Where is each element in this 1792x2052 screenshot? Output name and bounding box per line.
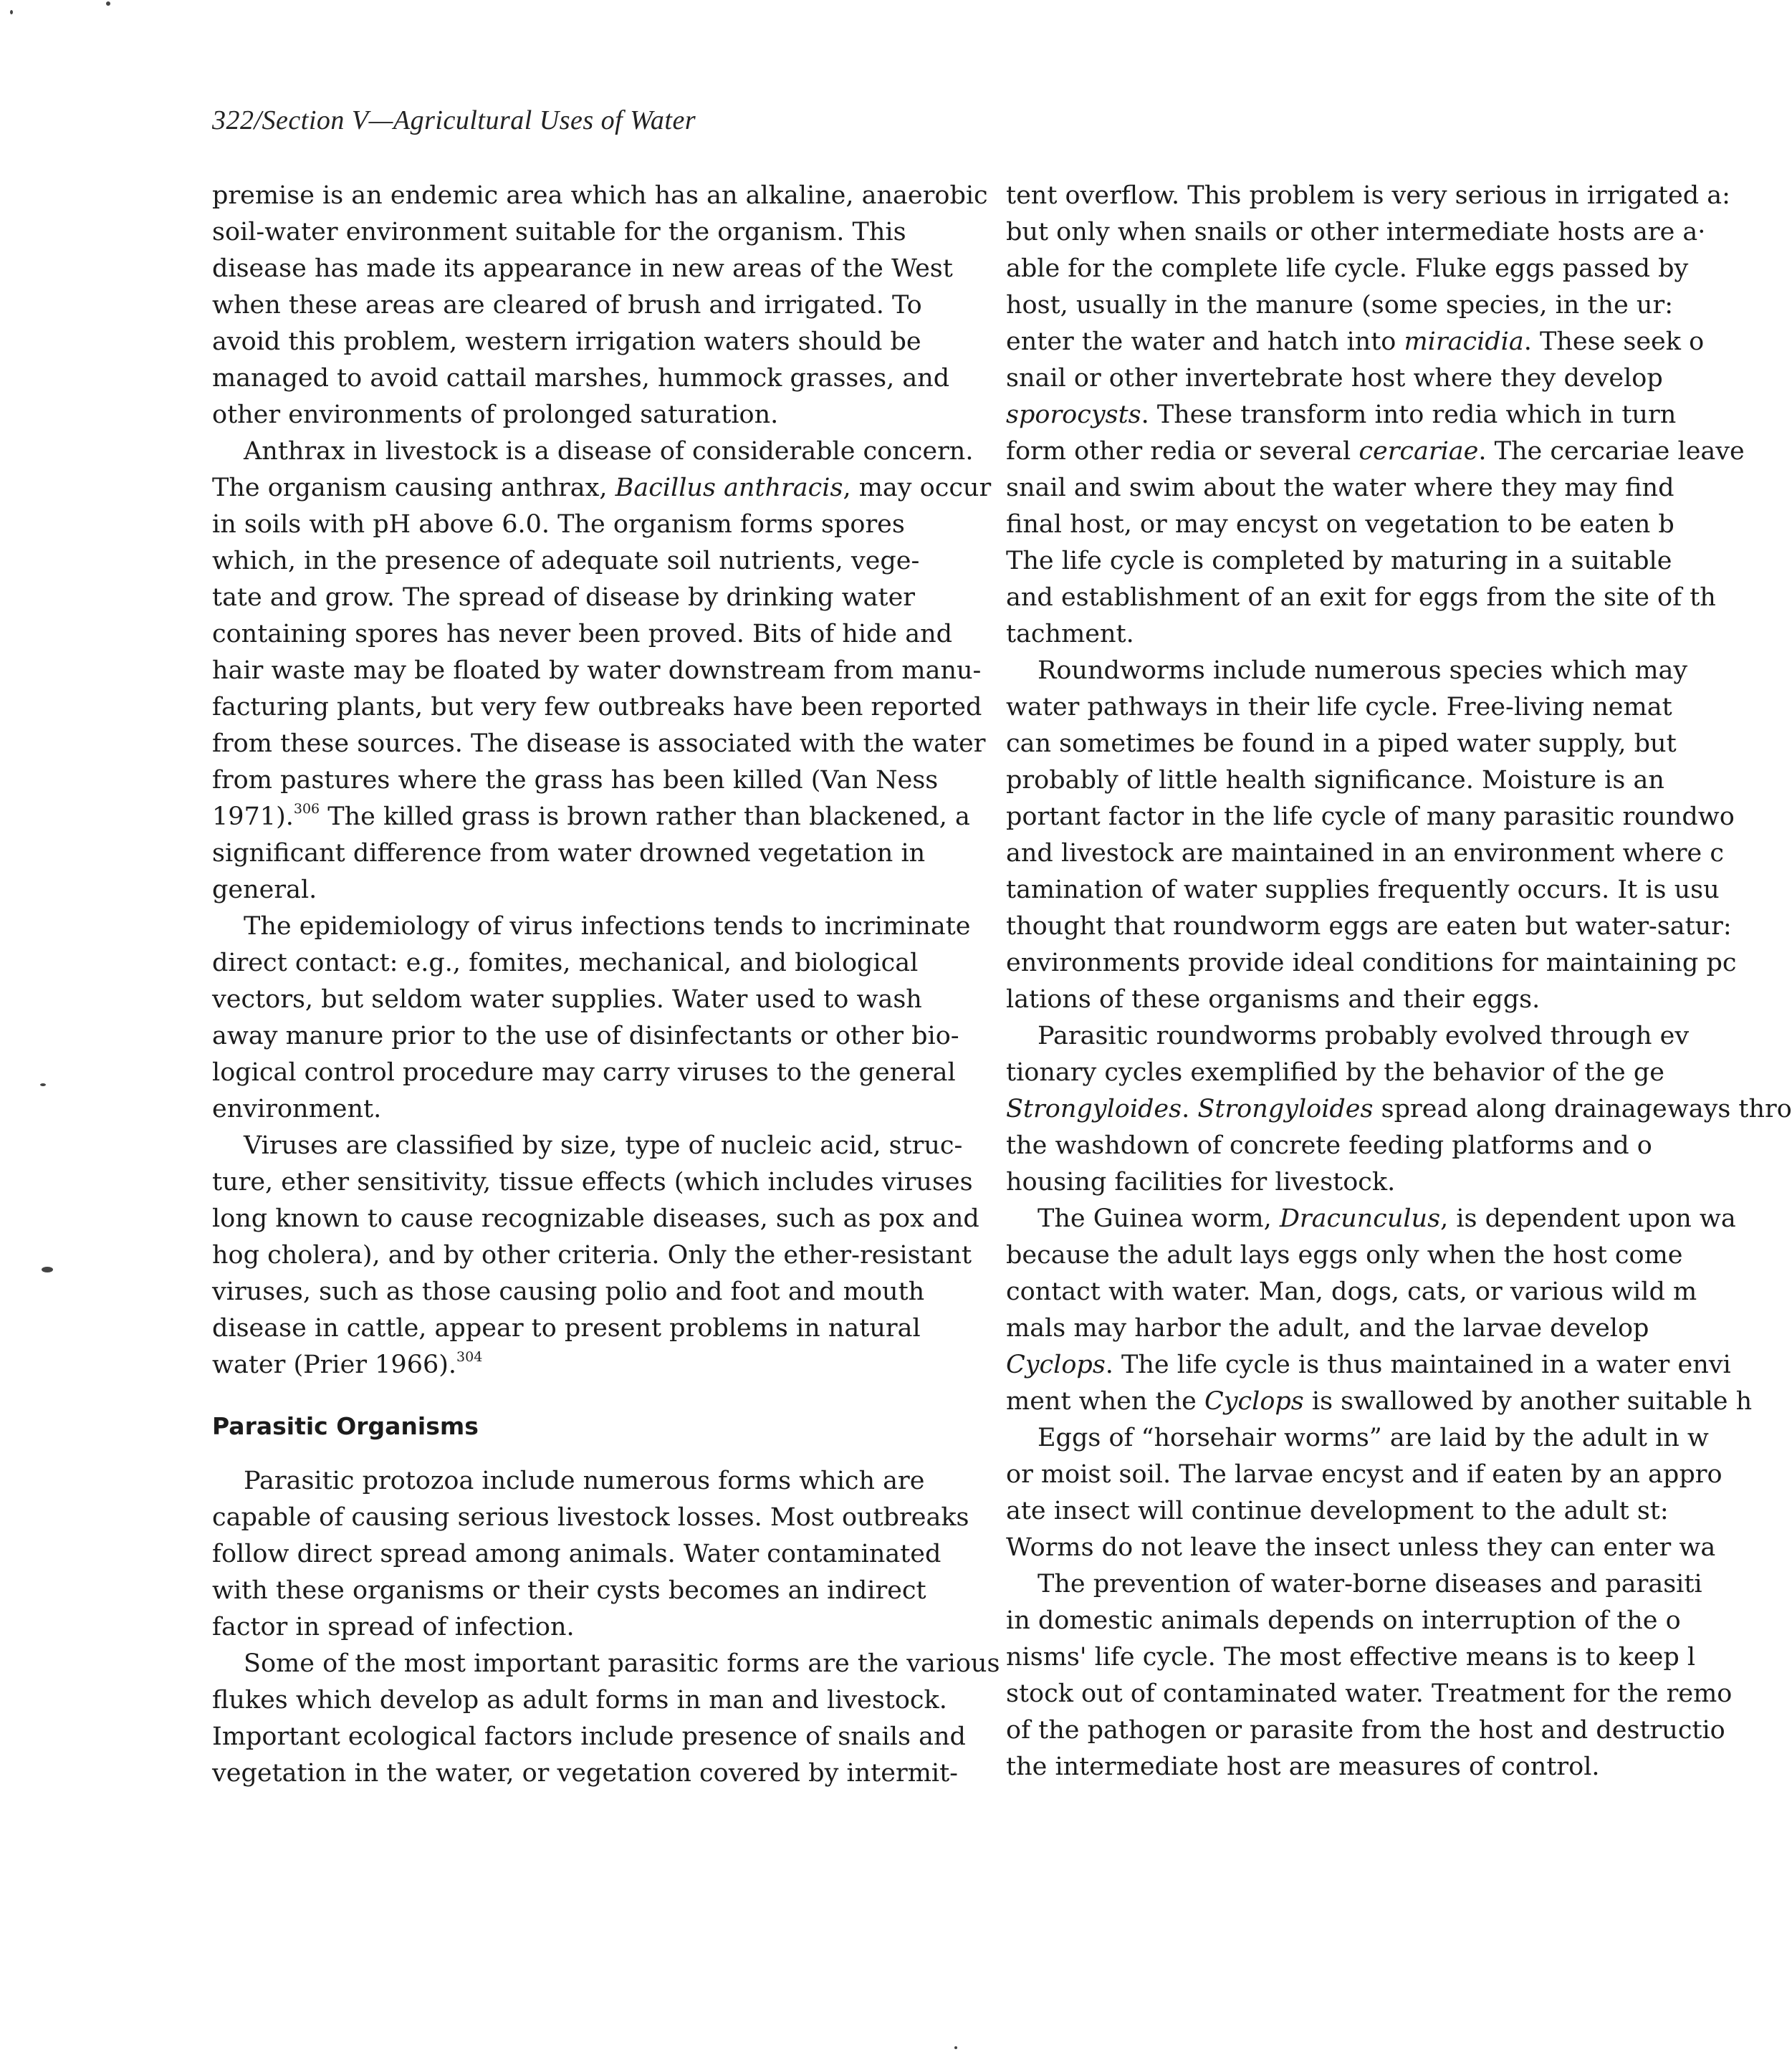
text-line: soil-water environment suitable for the organism. This	[212, 218, 906, 246]
text-line: away manure prior to the use of disinfectants or other bio-	[212, 1022, 959, 1050]
right-column	[1006, 178, 1792, 1785]
text-line: and livestock are maintained in an environment where c	[1006, 839, 1724, 868]
text-line: Roundworms include numerous species which may	[1038, 656, 1688, 685]
text-line: The prevention of water-borne diseases and parasiti	[1038, 1570, 1702, 1598]
text-line: housing facilities for livestock.	[1006, 1168, 1396, 1197]
species-name: Cyclops	[1006, 1351, 1106, 1379]
text-line: managed to avoid cattail marshes, hummock grasses, and	[212, 364, 950, 393]
text-line: water pathways in their life cycle. Free-living nemat	[1006, 693, 1672, 721]
text-line: probably of little health significance. Moisture is an	[1006, 766, 1664, 795]
citation-number: 304	[456, 1349, 483, 1365]
text-line: thought that roundworm eggs are eaten but water-satur:	[1006, 912, 1732, 941]
paragraph-strongyloides	[1006, 1018, 1792, 1201]
text-line: in soils with pH above 6.0. The organism forms spores	[212, 510, 905, 539]
text-line: Parasitic protozoa include numerous forms which are	[244, 1467, 925, 1495]
paragraph-fluke-life-cycle	[1006, 178, 1745, 653]
text-line: Anthrax in livestock is a disease of considerable concern.	[244, 437, 974, 466]
text-line: vectors, but seldom water supplies. Water used to wash	[212, 985, 922, 1014]
text-line: snail and swim about the water where they may find	[1006, 474, 1674, 502]
text-line: Viruses are classified by size, type of nucleic acid, struc-	[244, 1131, 963, 1160]
text-line: facturing plants, but very few outbreaks have been reported	[212, 693, 982, 721]
text-line: tachment.	[1006, 620, 1134, 648]
paragraph-virus-classification	[212, 1128, 982, 1384]
scan-speck	[42, 1267, 53, 1272]
text-line: direct contact: e.g., fomites, mechanical, and biological	[212, 949, 919, 977]
text-line: sporocysts. These transform into redia which in turn	[1006, 401, 1677, 429]
text-line: 1971).$^{306}$ The killed grass is brown rather than blackened, a	[212, 801, 970, 831]
text-line: the intermediate host are measures of control.	[1006, 1753, 1600, 1781]
text-line: can sometimes be found in a piped water supply, but	[1006, 729, 1677, 758]
text-line: which, in the presence of adequate soil nutrients, vege-	[212, 547, 920, 575]
text-line: with these organisms or their cysts becomes an indirect	[212, 1576, 926, 1605]
text-line: Cyclops. The life cycle is thus maintained in a water envi	[1006, 1351, 1731, 1379]
term-italic: miracidia	[1404, 327, 1524, 356]
text-line: when these areas are cleared of brush and irrigated. To	[212, 291, 922, 320]
text-line: Worms do not leave the insect unless they can enter wa	[1006, 1533, 1716, 1562]
text-line: ment when the Cyclops is swallowed by another suitable h	[1006, 1387, 1753, 1416]
species-name: Cyclops	[1204, 1387, 1304, 1416]
text-line: but only when snails or other intermediate hosts are a·	[1006, 218, 1706, 246]
text-line: from pastures where the grass has been killed (Van Ness	[212, 766, 939, 795]
species-name: Strongyloides	[1006, 1095, 1182, 1123]
left-column	[212, 178, 1000, 1792]
text-line: tate and grow. The spread of disease by drinking water	[212, 583, 916, 612]
text-line: form other redia or several cercariae. The cercariae leave	[1006, 437, 1745, 466]
text-line: snail or other invertebrate host where they develop	[1006, 364, 1663, 393]
paragraph-virus-epidemiology	[212, 908, 982, 1128]
text-line: water (Prier 1966).$^{304}$	[212, 1349, 483, 1379]
running-head: 322/Section V—Agricultural Uses of Water	[212, 105, 696, 135]
species-name: Dracunculus	[1279, 1204, 1441, 1233]
text-line: disease has made its appearance in new areas of the West	[212, 254, 953, 283]
text-line: or moist soil. The larvae encyst and if eaten by an appro	[1006, 1460, 1722, 1489]
text-line: disease in cattle, appear to present problems in natural	[212, 1314, 921, 1343]
scan-speck	[10, 10, 13, 14]
paragraph-guinea-worm	[1006, 1201, 1753, 1420]
text-line: Parasitic roundworms probably evolved through ev	[1038, 1022, 1690, 1050]
paragraph-protozoa	[212, 1463, 982, 1646]
text-line: of the pathogen or parasite from the host and destructio	[1006, 1716, 1725, 1745]
text-line: premise is an endemic area which has an alkaline, anaerobic	[212, 181, 988, 210]
text-line: The Guinea worm, Dracunculus, is dependent upon wa	[1038, 1204, 1736, 1233]
text-line: in domestic animals depends on interruption of the o	[1006, 1606, 1681, 1635]
text-line: long known to cause recognizable diseases, such as pox and	[212, 1204, 979, 1233]
text-line: Eggs of “horsehair worms” are laid by the adult in w	[1038, 1424, 1709, 1452]
term-italic: cercariae	[1359, 437, 1479, 466]
paragraph-anthrax	[212, 433, 992, 908]
text-line: tamination of water supplies frequently occurs. It is usu	[1006, 876, 1720, 904]
text-line: Important ecological factors include presence of snails and	[212, 1722, 966, 1751]
text-line: hair waste may be floated by water downstream from manu-	[212, 656, 982, 685]
text-line: tionary cycles exemplified by the behavior of the ge	[1006, 1058, 1664, 1087]
text-line: ate insect will continue development to the adult st:	[1006, 1497, 1669, 1525]
text-line: avoid this problem, western irrigation waters should be	[212, 327, 921, 356]
text-line: The life cycle is completed by maturing in a suitable	[1006, 547, 1672, 575]
text-line: contact with water. Man, dogs, cats, or various wild m	[1006, 1277, 1697, 1306]
text-line: significant difference from water drowned vegetation in	[212, 839, 926, 868]
paragraph-endemic-area	[212, 178, 988, 433]
text-line: tent overflow. This problem is very serious in irrigated a:	[1006, 181, 1730, 210]
text-line: stock out of contaminated water. Treatment for the remo	[1006, 1679, 1733, 1708]
text-line: other environments of prolonged saturation.	[212, 401, 779, 429]
scan-speck	[954, 2046, 957, 2049]
scan-speck	[106, 1, 110, 6]
paragraph-horsehair-worms	[1006, 1420, 1738, 1566]
text-line: final host, or may encyst on vegetation to be eaten b	[1006, 510, 1674, 539]
text-line: environment.	[212, 1095, 382, 1123]
text-line: host, usually in the manure (some species, in the ur:	[1006, 291, 1673, 320]
scan-speck	[40, 1083, 46, 1086]
text-line: containing spores has never been proved. Bits of hide and	[212, 620, 953, 648]
text-line: The organism causing anthrax, Bacillus anthracis, may occur	[212, 474, 992, 502]
text-line: enter the water and hatch into miracidia. These seek o	[1006, 327, 1705, 356]
paragraph-prevention	[1006, 1566, 1738, 1785]
text-line: viruses, such as those causing polio and foot and mouth	[212, 1277, 925, 1306]
paragraph-roundworms	[1006, 653, 1738, 1018]
text-line: capable of causing serious livestock losses. Most outbreaks	[212, 1503, 969, 1532]
text-line: general.	[212, 876, 317, 904]
text-line: nisms' life cycle. The most effective means is to keep l	[1006, 1643, 1696, 1672]
text-line: factor in spread of infection.	[212, 1613, 575, 1641]
text-line: hog cholera), and by other criteria. Only the ether-resistant	[212, 1241, 972, 1270]
text-line: logical control procedure may carry viruses to the general	[212, 1058, 956, 1087]
text-line: follow direct spread among animals. Water contaminated	[212, 1540, 941, 1568]
text-line: Strongyloides. Strongyloides spread along drainageways thro	[1006, 1095, 1792, 1123]
term-italic: sporocysts	[1006, 401, 1141, 429]
text-line: flukes which develop as adult forms in man and livestock.	[212, 1686, 947, 1715]
text-line: because the adult lays eggs only when the host come	[1006, 1241, 1683, 1270]
section-heading: Parasitic Organisms	[212, 1412, 479, 1440]
text-line: the washdown of concrete feeding platforms and o	[1006, 1131, 1652, 1160]
text-line: environments provide ideal conditions for maintaining pc	[1006, 949, 1737, 977]
text-line: vegetation in the water, or vegetation covered by intermit-	[212, 1759, 958, 1788]
text-line: portant factor in the life cycle of many parasitic roundwo	[1006, 802, 1735, 831]
citation-number: 306	[293, 801, 320, 817]
text-line: able for the complete life cycle. Fluke eggs passed by	[1006, 254, 1689, 283]
species-name: Bacillus anthracis	[615, 474, 843, 502]
text-line: lations of these organisms and their eggs.	[1006, 985, 1541, 1014]
text-line: from these sources. The disease is associated with the water	[212, 729, 986, 758]
text-line: mals may harbor the adult, and the larvae develop	[1006, 1314, 1649, 1343]
text-line: Some of the most important parasitic forms are the various	[244, 1649, 1000, 1678]
species-name: Strongyloides	[1197, 1095, 1374, 1123]
text-line: ture, ether sensitivity, tissue effects (which includes viruses	[212, 1168, 973, 1197]
text-line: The epidemiology of virus infections tends to incriminate	[244, 912, 971, 941]
paragraph-flukes	[212, 1646, 1000, 1792]
text-line: and establishment of an exit for eggs from the site of th	[1006, 583, 1716, 612]
